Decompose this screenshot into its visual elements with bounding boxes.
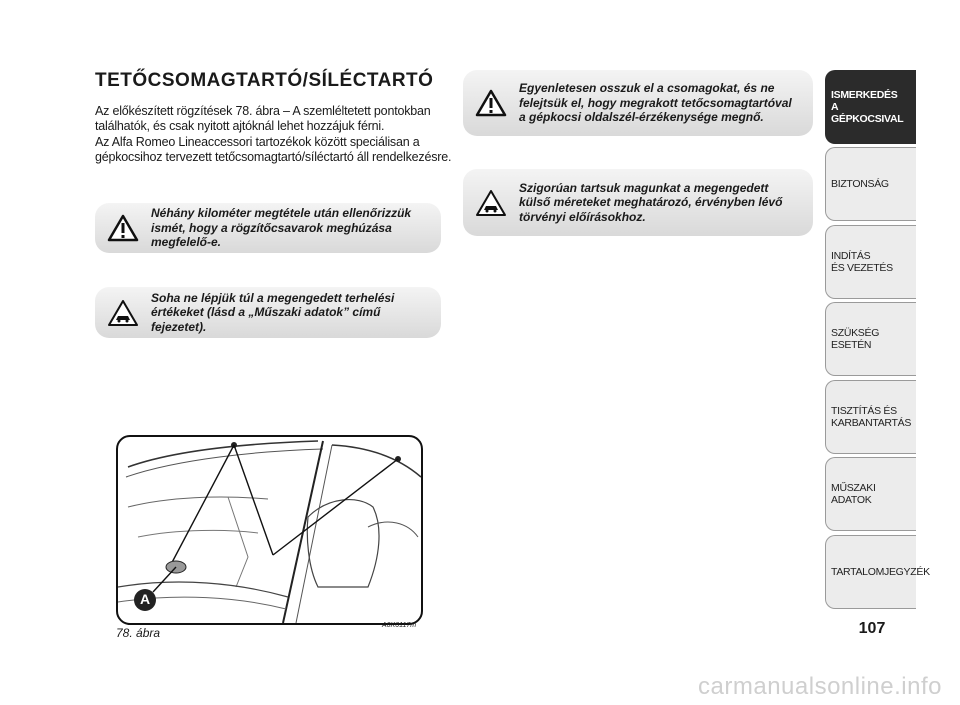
page-number: 107 <box>858 620 886 637</box>
note-text: Egyenletesen osszuk el a csomagokat, és ne felejtsük el, hogy megrakott tetőcsomagtartóval a gépkocsi oldalszél-érzékenysége megnő. <box>519 81 792 125</box>
tab-label: BIZTONSÁG <box>831 178 889 190</box>
tab-label: TISZTÍTÁS ÉS KARBANTARTÁS <box>831 405 912 429</box>
note-box-distribute-load <box>463 70 813 136</box>
tab-inditas[interactable] <box>825 225 916 299</box>
watermark: carmanualsonline.info <box>698 673 942 700</box>
car-caution-icon <box>95 299 151 327</box>
car-interior-illustration <box>118 437 421 623</box>
note-box-legal-dimensions <box>463 169 813 236</box>
tab-biztonsag[interactable] <box>825 147 916 221</box>
section-title: TETŐCSOMAGTARTÓ/SÍLÉCTARTÓ <box>95 70 434 91</box>
tab-muszaki[interactable] <box>825 457 916 531</box>
note-text: Soha ne lépjük túl a megengedett terhelési értékeket (lásd a „Műszaki adatok” című fejezetet). <box>151 290 395 334</box>
figure-code: A0K0117m <box>382 622 417 629</box>
tab-tisztitas[interactable] <box>825 380 916 454</box>
note-text: Szigorúan tartsuk magunkat a megengedett külső méreteket meghatározó, érvényben lévő törvényi előírásokhoz. <box>519 180 783 224</box>
tab-label: TARTALOMJEGYZÉK <box>831 566 930 578</box>
tab-tartalomjegyzek[interactable] <box>825 535 930 609</box>
tab-label: MŰSZAKI ADATOK <box>831 482 876 506</box>
car-caution-icon <box>463 189 519 217</box>
note-box-load-limit <box>95 287 441 338</box>
callout-label-a: A <box>139 591 151 607</box>
tab-ismerkedes[interactable] <box>825 70 916 144</box>
intro-text <box>95 104 457 166</box>
figure-roof-rack-mounting <box>116 435 423 625</box>
warning-triangle-icon <box>463 89 519 117</box>
tab-label: ISMERKEDÉS A GÉPKOCSIVAL <box>831 89 904 125</box>
intro-paragraph-1: Az előkészített rögzítések 78. ábra – A szemléltetett pontokban találhatók, és csak nyitott ajtóknál lehet hozzájuk férni. <box>95 104 431 134</box>
tab-label: INDÍTÁS ÉS VEZETÉS <box>831 250 893 274</box>
note-box-recheck <box>95 203 441 253</box>
warning-triangle-icon <box>95 214 151 242</box>
note-text: Néhány kilométer megtétele után ellenőrizzük ismét, hogy a rögzítőcsavarok meghúzása megfelelő-e. <box>151 206 412 250</box>
intro-paragraph-2: Az Alfa Romeo Lineaccessori tartozékok között speciálisan a gépkocsihoz tervezett tetőcsomagtartó/síléctartó áll rendelkezésre. <box>95 134 452 165</box>
tab-szukseg[interactable] <box>825 302 916 376</box>
tab-label: SZÜKSÉG ESETÉN <box>831 327 880 351</box>
figure-caption: 78. ábra <box>116 626 161 640</box>
